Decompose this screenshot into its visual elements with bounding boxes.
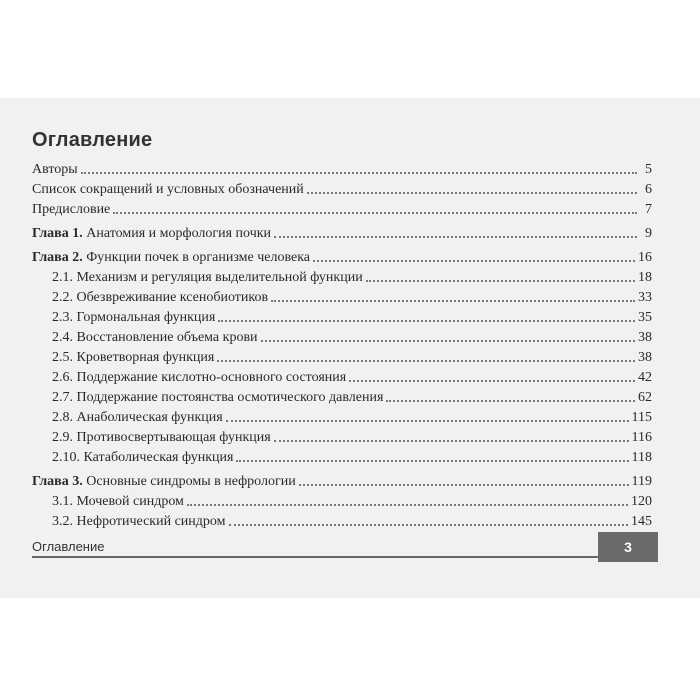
toc-entry-abbreviations bbox=[32, 181, 652, 198]
toc-page: 16 bbox=[638, 250, 652, 265]
toc-entry-chapter-3 bbox=[32, 473, 652, 490]
dot-leader bbox=[274, 436, 629, 442]
toc-entry-chapter-1 bbox=[32, 225, 652, 242]
dot-leader bbox=[187, 500, 628, 506]
toc-page: 62 bbox=[638, 390, 652, 405]
dot-leader bbox=[81, 168, 637, 174]
toc-entry-2-1 bbox=[32, 269, 652, 286]
toc-entry-2-7 bbox=[32, 389, 652, 406]
dot-leader bbox=[313, 256, 635, 262]
page-title: Оглавление bbox=[32, 129, 153, 151]
dot-leader bbox=[366, 276, 635, 282]
toc-entry-2-5 bbox=[32, 349, 652, 366]
dot-leader bbox=[229, 520, 628, 526]
toc-label: 2.3. Гормональная функция bbox=[52, 310, 216, 325]
toc-label: 2.9. Противосвертывающая функция bbox=[52, 430, 271, 445]
dot-leader bbox=[217, 356, 635, 362]
toc-page: 120 bbox=[631, 494, 652, 509]
toc-label: 2.6. Поддержание кислотно-основного состояния bbox=[52, 370, 347, 385]
toc-entry-2-6 bbox=[32, 369, 652, 386]
footer-rule bbox=[32, 556, 598, 558]
page-number-badge: 3 bbox=[598, 532, 658, 562]
toc-label: Предисловие bbox=[32, 202, 111, 217]
chapter-number: Глава 3. bbox=[32, 474, 83, 489]
toc-page: 33 bbox=[638, 290, 652, 305]
toc-entry-authors bbox=[32, 161, 652, 178]
toc-label: Авторы bbox=[32, 162, 78, 177]
toc-page: 6 bbox=[645, 182, 652, 197]
toc-label: 3.2. Нефротический синдром bbox=[52, 514, 226, 529]
toc-entry-2-3 bbox=[32, 309, 652, 326]
toc-entry-2-2 bbox=[32, 289, 652, 306]
toc-label: 3.1. Мочевой синдром bbox=[52, 494, 184, 509]
toc-label bbox=[32, 473, 296, 490]
toc-page: 116 bbox=[631, 430, 652, 445]
dot-leader bbox=[218, 316, 635, 322]
toc-label: 2.1. Механизм и регуляция выделительной функции bbox=[52, 270, 363, 285]
toc-entry-2-9 bbox=[32, 429, 652, 446]
toc-entry-3-2 bbox=[32, 513, 652, 530]
toc-label: 2.8. Анаболическая функция bbox=[52, 410, 223, 425]
dot-leader bbox=[271, 296, 635, 302]
dot-leader bbox=[261, 336, 635, 342]
toc-entry-chapter-2 bbox=[32, 249, 652, 266]
toc-label: 2.7. Поддержание постоянства осмотического давления bbox=[52, 390, 384, 405]
toc-page: 7 bbox=[645, 202, 652, 217]
toc-label: 2.10. Катаболическая функция bbox=[52, 450, 234, 465]
dot-leader bbox=[226, 416, 629, 422]
chapter-number: Глава 1. bbox=[32, 226, 83, 241]
toc-page: 119 bbox=[631, 474, 652, 489]
toc-page: 118 bbox=[631, 450, 652, 465]
running-footer-title: Оглавление bbox=[32, 539, 105, 554]
toc-page: 38 bbox=[638, 330, 652, 345]
chapter-number: Глава 2. bbox=[32, 250, 83, 265]
toc-label: Список сокращений и условных обозначений bbox=[32, 182, 304, 197]
toc-label bbox=[32, 225, 271, 242]
dot-leader bbox=[386, 396, 635, 402]
toc-entry-2-8 bbox=[32, 409, 652, 426]
toc-page: 42 bbox=[638, 370, 652, 385]
toc-label: 2.4. Восстановление объема крови bbox=[52, 330, 258, 345]
toc-label bbox=[32, 249, 310, 266]
chapter-title: Анатомия и морфология почки bbox=[82, 226, 272, 241]
chapter-title: Основные синдромы в нефрологии bbox=[82, 474, 296, 489]
dot-leader bbox=[236, 456, 628, 462]
toc-page: 9 bbox=[645, 226, 652, 241]
dot-leader bbox=[274, 232, 637, 238]
toc-label: 2.2. Обезвреживание ксенобиотиков bbox=[52, 290, 269, 305]
toc-page: 145 bbox=[631, 514, 652, 529]
toc-entry-preface bbox=[32, 201, 652, 218]
dot-leader bbox=[113, 208, 637, 214]
toc-page: 115 bbox=[631, 410, 652, 425]
chapter-title: Функции почек в организме человека bbox=[82, 250, 311, 265]
toc-entry-2-4 bbox=[32, 329, 652, 346]
toc-label: 2.5. Кроветворная функция bbox=[52, 350, 215, 365]
toc-page: 38 bbox=[638, 350, 652, 365]
dot-leader bbox=[307, 188, 637, 194]
toc-entry-2-10 bbox=[32, 449, 652, 466]
dot-leader bbox=[299, 480, 629, 486]
dot-leader bbox=[349, 376, 635, 382]
toc-page: 5 bbox=[645, 162, 652, 177]
toc-page: 35 bbox=[638, 310, 652, 325]
toc-page: 18 bbox=[638, 270, 652, 285]
toc-entry-3-1 bbox=[32, 493, 652, 510]
